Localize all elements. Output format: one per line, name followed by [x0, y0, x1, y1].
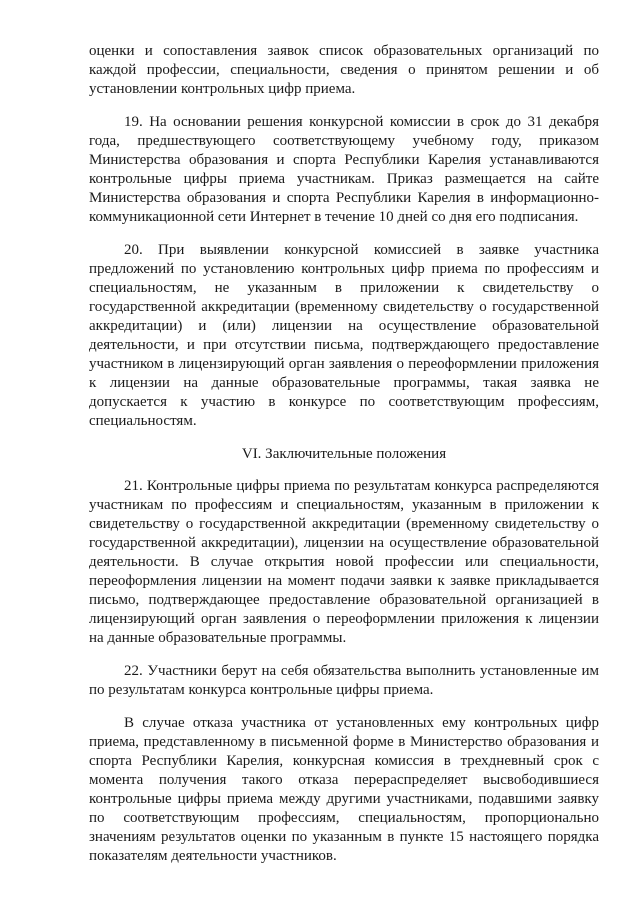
paragraph-22: 22. Участники берут на себя обязательства выполнить установленные им по результатам конкурса контрольные цифры приема.	[89, 663, 599, 698]
paragraph-19: 19. На основании решения конкурсной комиссии в срок до 31 декабря года, предшествующего соответствующему учебному году, приказом Министерства образования и спорта Республики Карелия устанавливаются контрольные цифры приема участникам. Приказ размещается на сайте Министерства образования и спорта Республики Карелия в информационно-коммуникационной сети Интернет в течение 10 дней со дня его подписания.	[89, 114, 599, 225]
paragraph-refusal: В случае отказа участника от установленных ему контрольных цифр приема, представленному в письменной форме в Министерство образования и спорта Республики Карелия, конкурсная комиссия в трехдневный срок с момента получения такого отказа перераспределяет высвободившиеся контрольные цифры приема между другими участниками, подавшими заявку по соответствующим профессиям, специальностям, пропорционально значениям результатов оценки по указанным в пункте 15 настоящего порядка показателям деятельности участников.	[89, 715, 599, 864]
paragraph-continuation: оценки и сопоставления заявок список образовательных организаций по каждой профессии, специальности, сведения о принятом решении и об установлении контрольных цифр приема.	[89, 43, 599, 97]
section-heading: VI. Заключительные положения	[241, 446, 447, 462]
paragraph-20: 20. При выявлении конкурсной комиссией в заявке участника предложений по установлению контрольных цифр приема по профессиям и специальностям, не указанным в приложении к свидетельству о государственной аккредитации (временному свидетельству о государственной аккредитации) и (или) лицензии на осуществление образовательной деятельности, и при отсутствии письма, подтверждающего предоставление участником в лицензирующий орган заявления о переоформлении приложения к лицензии на данные образовательные программы, такая заявка не допускается к участию в конкурсе по соответствующим профессиям, специальностям.	[89, 242, 599, 429]
document-body	[89, 42, 599, 880]
paragraph-21: 21. Контрольные цифры приема по результатам конкурса распределяются участникам по профессиям и специальностям, указанным в приложении к свидетельству о государственной аккредитации (временному свидетельству о государственной аккредитации), лицензии на осуществление образовательной деятельности. В случае открытия новой профессии или специальности, переоформления лицензии на момент подачи заявки к заявке прикладывается письмо, подтверждающее предоставление образовательной организацией в лицензирующий орган заявления о переоформлении приложения к лицензии на данные образовательные программы.	[89, 478, 599, 646]
